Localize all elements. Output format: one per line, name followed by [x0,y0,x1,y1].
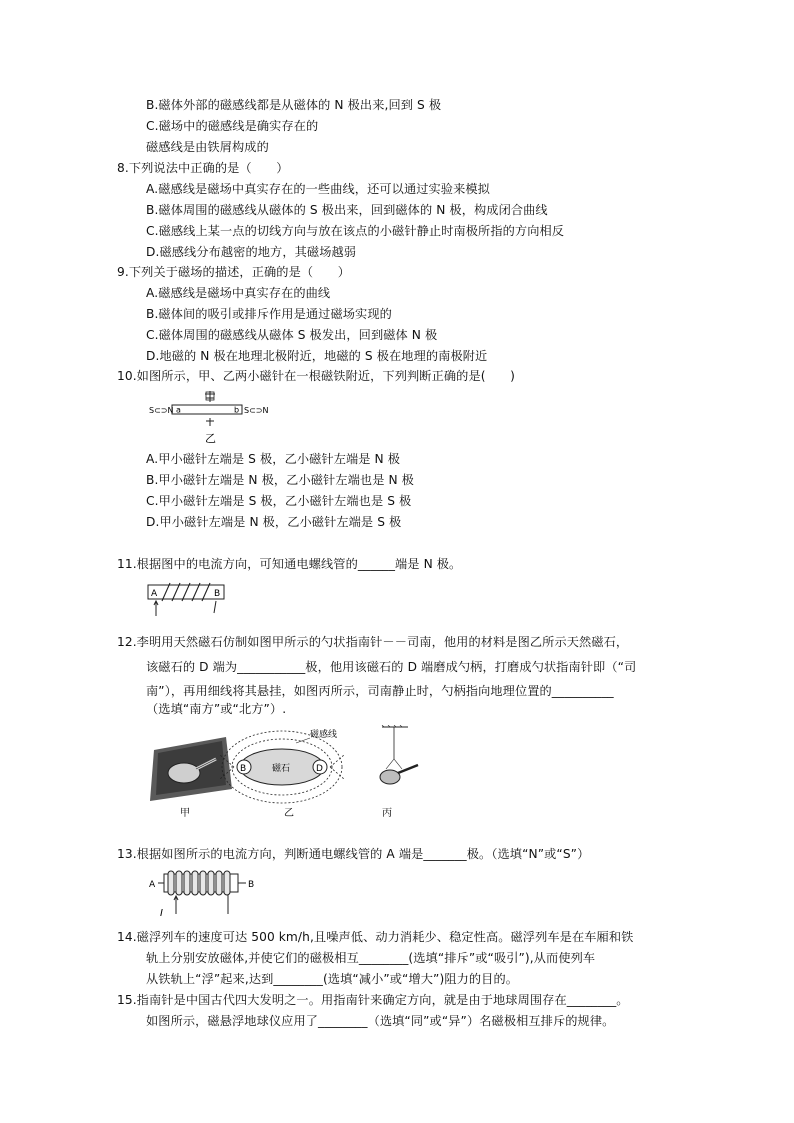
solenoid-end-a: A [151,589,158,599]
solenoid-end-a: A [149,880,156,890]
lodestone-end-d: D [316,764,323,774]
q9-option-c: C.磁体周围的磁感线从磁体 S 极发出，回到磁体 N 极 [146,328,438,342]
lead-wire [214,601,216,613]
q12-line2: 该磁石的 D 端为___________极，他用该磁石的 D 端磨成勺柄，打磨成勺状指南针即（“司 [146,660,637,674]
q10-option-a: A.甲小磁针左端是 S 极，乙小磁针左端是 N 极 [146,452,401,466]
q7-option-b: B.磁体外部的磁感线都是从磁体的 N 极出来,回到 S 极 [146,98,442,112]
q9-option-d: D.地磁的 N 极在地理北极附近，地磁的 S 极在地理的南极附近 [146,349,488,363]
lodestone-label: 磁石 [272,764,291,774]
figure-yi-label: 乙 [284,808,294,819]
figure-bing-label: 丙 [382,808,392,819]
q11-stem: 11.根据图中的电流方向，可知通电螺线管的______端是 N 极。 [117,557,462,571]
q8-option-c: C.磁感线上某一点的切线方向与放在该点的小磁针静止时南极所指的方向相反 [146,224,565,238]
q10-option-c: C.甲小磁针左端是 S 极，乙小磁针左端也是 S 极 [146,494,412,508]
figure-jia-label: 甲 [180,808,190,819]
left-needle-label: S⊂⊃N [149,406,174,415]
q12-line1: 12.李明用天然磁石仿制如图甲所示的勺状指南针－－司南，他用的材料是图乙所示天然磁石， [117,635,629,649]
q15-line2: 如图所示，磁悬浮地球仪应用了________（选填“同”或“异”）名磁极相互排斥的规律。 [146,1014,615,1028]
q10-stem: 10.如图所示，甲、乙两小磁针在一根磁铁附近，下列判断正确的是( ) [117,369,516,383]
q9-option-a: A.磁感线是磁场中真实存在的曲线 [146,286,331,300]
q10-magnet-figure [146,388,276,446]
q10-option-b: B.甲小磁针左端是 N 极，乙小磁针左端也是 N 极 [146,473,414,487]
q8-stem: 8.下列说法中正确的是（ ） [117,161,289,175]
q12-line4: （选填“南方”或“北方”）. [146,702,287,716]
magnet-end-a-label: a [176,405,181,415]
field-line-label: 磁感线 [310,730,338,740]
magnet-end-b-label: b [234,405,240,415]
hanging-spoon-picture [380,725,418,784]
q9-stem: 9.下列关于磁场的描述，正确的是（ ） [117,265,351,279]
current-label: I [160,908,163,919]
right-needle-label: S⊂⊃N [244,406,269,415]
q12-sinan-figure [146,725,436,825]
q8-option-b: B.磁体周围的磁感线从磁体的 S 极出来，回到磁体的 N 极，构成闭合曲线 [146,203,548,217]
q11-solenoid-figure [146,580,236,620]
q14-line2: 轨上分别安放磁体,并使它们的磁极相互________(选填“排斥”或“吸引”),从而使列车 [146,951,596,965]
q8-option-d: D.磁感线分布越密的地方，其磁场越弱 [146,245,357,259]
q13-stem: 13.根据如图所示的电流方向，判断通电螺线管的 A 端是_______极。（选填“N”或“S”） [117,847,590,861]
bar-magnet [172,405,242,414]
q7-option-d: 磁感线是由铁屑构成的 [146,140,269,154]
q10-option-d: D.甲小磁针左端是 N 极，乙小磁针左端是 S 极 [146,515,402,529]
solenoid-end-b: B [214,589,221,599]
lodestone-end-b: B [240,764,247,774]
sinan-board-picture [150,737,232,801]
q14-line1: 14.磁浮列车的速度可达 500 km/h,且噪声低、动力消耗少、稳定性高。磁浮列车是在车厢和铁 [117,930,634,944]
q14-line3: 从铁轨上“浮”起来,达到________(选填“减小”或“增大”)阻力的目的。 [146,972,519,986]
q12-line3: 南”），再用细线将其悬挂，如图丙所示，司南静止时，勺柄指向地理位置的__________ [146,684,614,698]
q8-option-a: A.磁感线是磁场中真实存在的一些曲线，还可以通过实验来模拟 [146,182,490,196]
q7-option-c: C.磁场中的磁感线是确实存在的 [146,119,319,133]
needle-yi-label: 乙 [205,432,216,445]
q9-option-b: B.磁体间的吸引或排斥作用是通过磁场实现的 [146,307,392,321]
solenoid-end-b: B [248,880,255,890]
needle-jia-icon [205,391,215,402]
q13-solenoid-figure [146,868,266,920]
q15-line1: 15.指南针是中国古代四大发明之一。用指南针来确定方向，就是由于地球周围存在________。 [117,993,629,1007]
needle-yi-icon [206,418,214,426]
